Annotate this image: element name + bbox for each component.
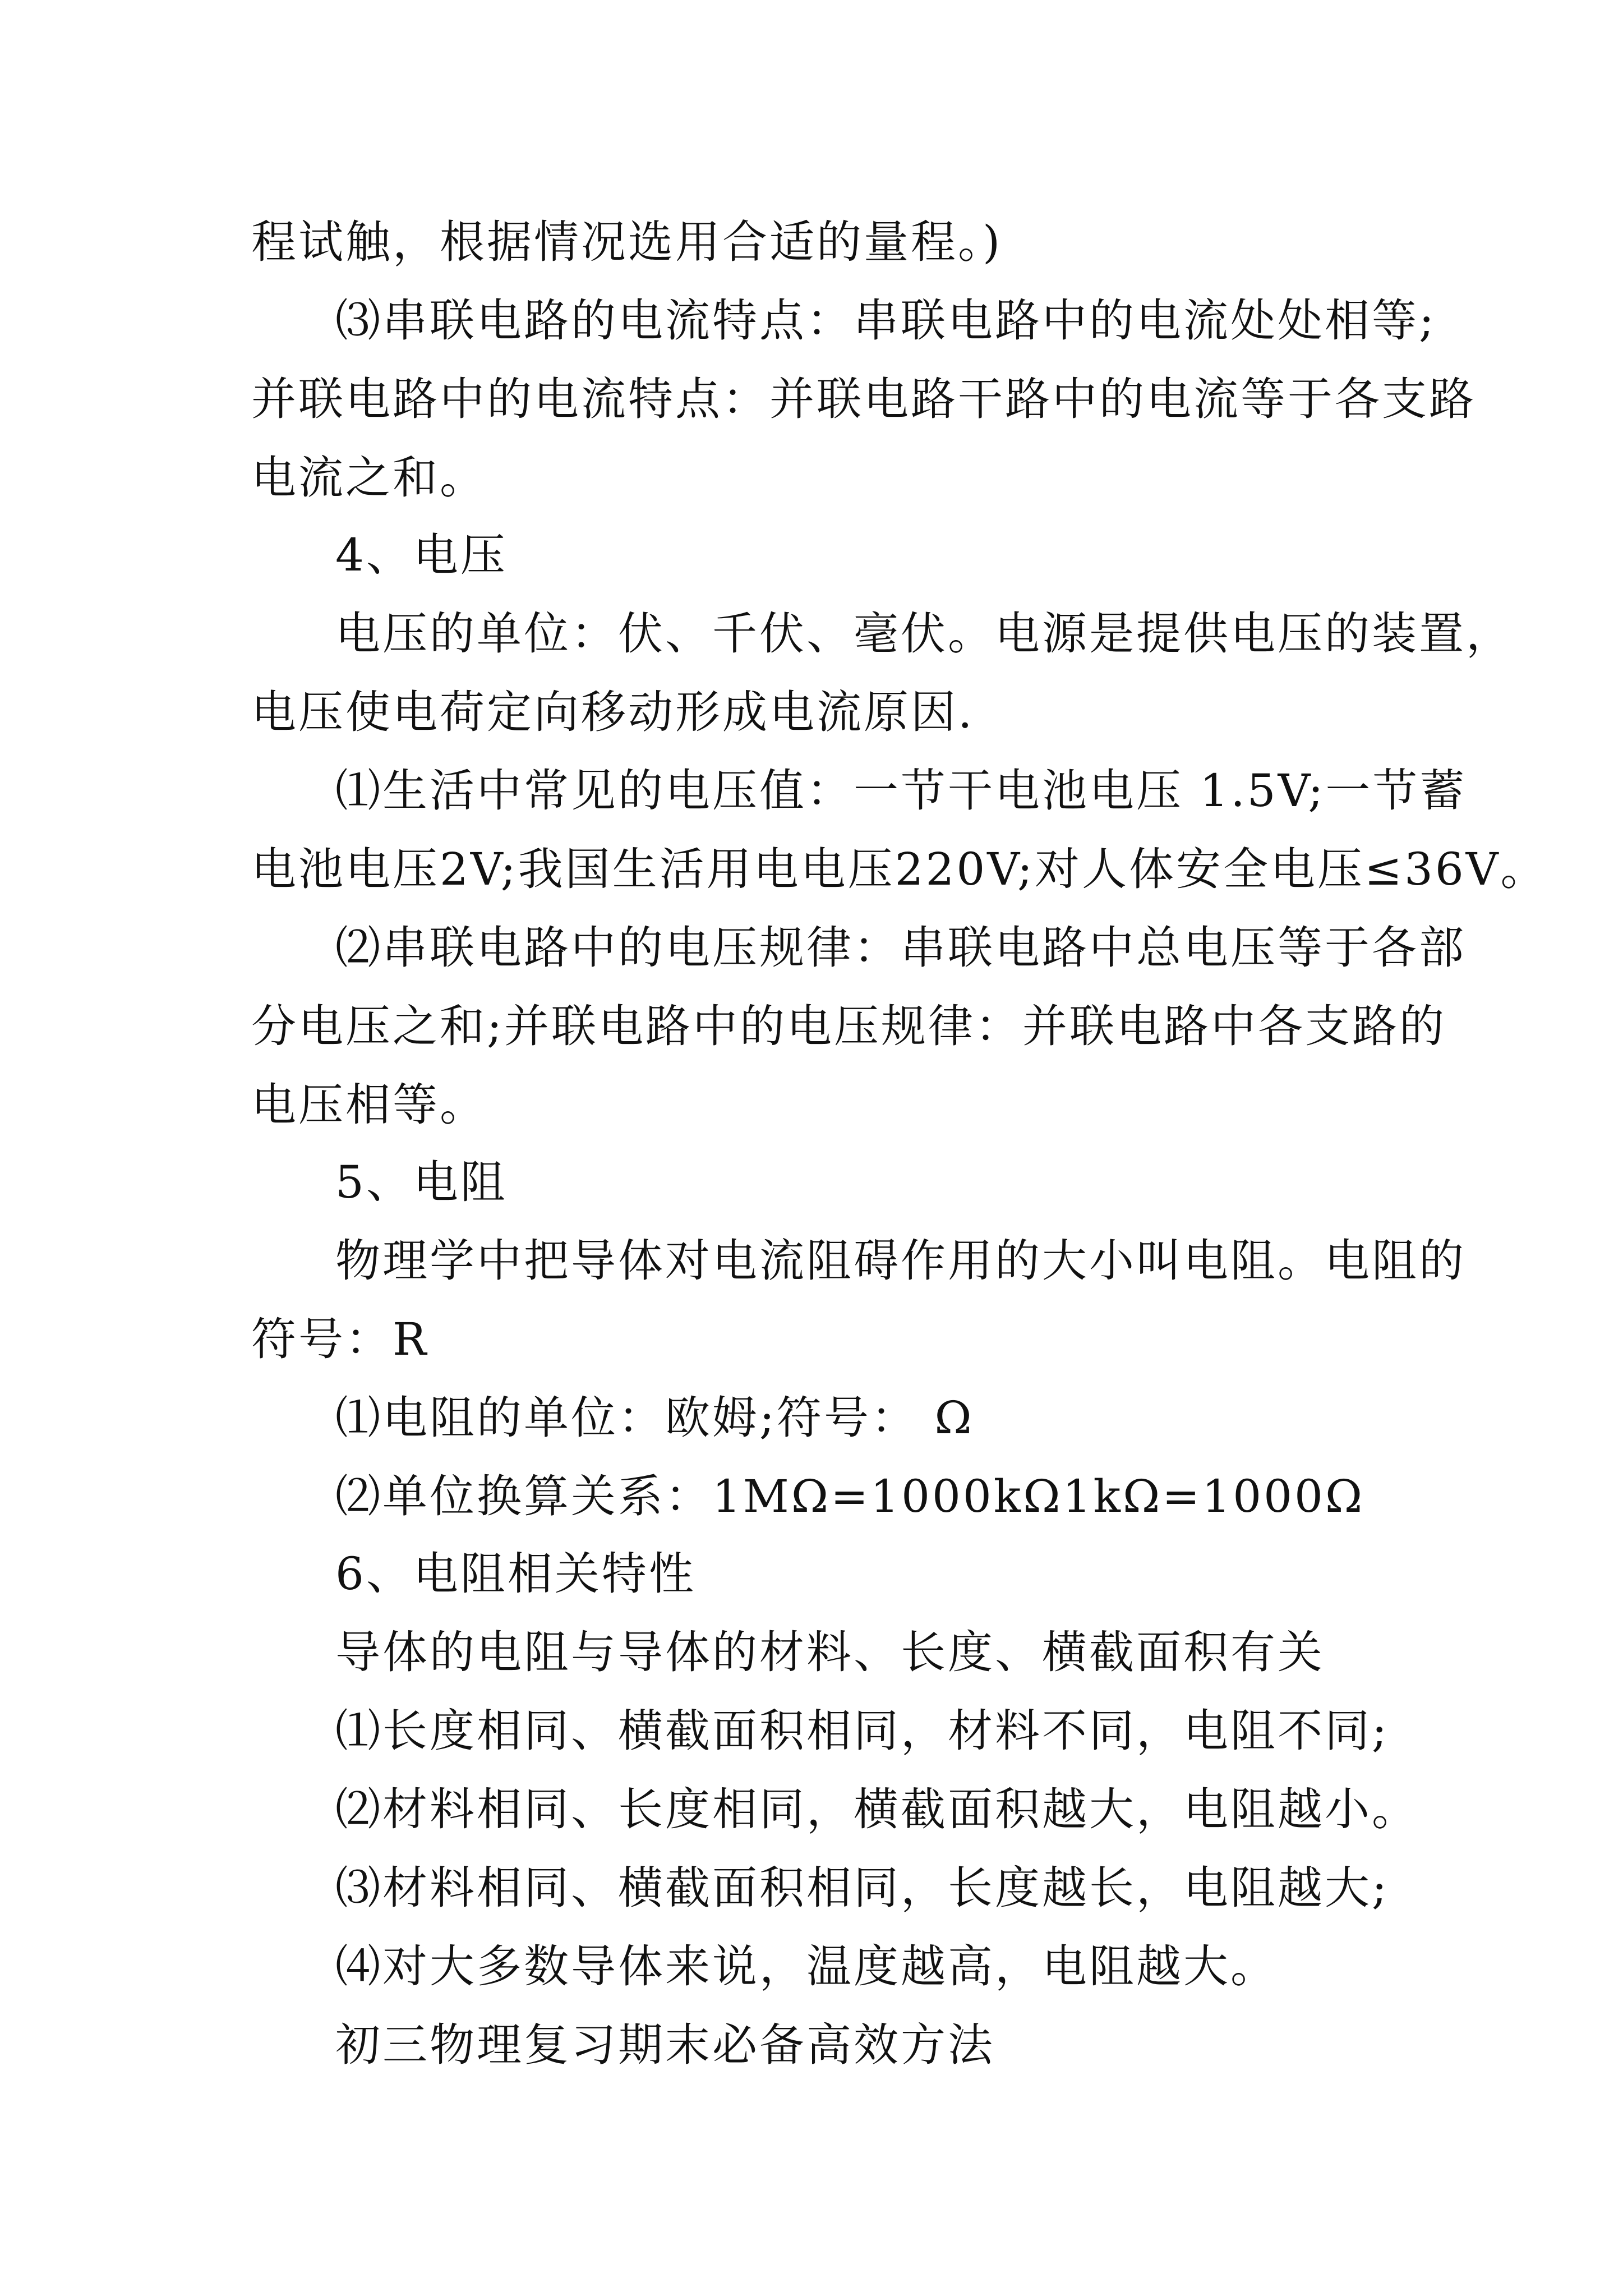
list-item-temperature: ⑷对大多数导体来说，温度越高，电阻越大。 xyxy=(335,1940,1278,1993)
text-line-parallel-current: 并联电路中的电流特点：并联电路干路中的电流等于各支路 xyxy=(251,373,1476,425)
list-item-material: ⑴长度相同、横截面积相同，材料不同，电阻不同; xyxy=(335,1705,1389,1757)
text-line-unit-conversion: ⑵单位换算关系：1MΩ=1000kΩ1kΩ=1000Ω xyxy=(335,1470,1365,1522)
text-line-resistance-definition: 物理学中把导体对电流阻碍作用的大小叫电阻。电阻的 xyxy=(335,1235,1466,1287)
text-line-voltage-cause: 电压使电荷定向移动形成电流原因. xyxy=(251,686,975,738)
list-item-length: ⑶材料相同、横截面积相同，长度越长，电阻越大; xyxy=(335,1862,1389,1914)
text-line-resistance-symbol: 符号：R xyxy=(251,1313,429,1365)
text-line-common-voltages-cont: 电池电压2V;我国生活用电电压220V;对人体安全电压≤36V。 xyxy=(251,843,1548,895)
section-heading-voltage: 4、电压 xyxy=(335,529,508,581)
section-heading-resistance-properties: 6、电阻相关特性 xyxy=(335,1548,696,1600)
text-line-series-current: ⑶串联电路的电流特点：串联电路中的电流处处相等; xyxy=(335,295,1436,347)
text-line-common-voltages: ⑴生活中常见的电压值：一节干电池电压 1.5V;一节蓄 xyxy=(335,765,1467,817)
text-line-voltage-equal: 电压相等。 xyxy=(251,1079,487,1131)
list-item-cross-section: ⑵材料相同、长度相同，横截面积越大，电阻越小。 xyxy=(335,1783,1419,1835)
section-heading-resistance: 5、电阻 xyxy=(335,1156,508,1208)
text-line-voltage-units: 电压的单位：伏、千伏、毫伏。电源是提供电压的装置， xyxy=(335,608,1513,660)
text-line-parallel-voltage: 分电压之和;并联电路中的电压规律：并联电路中各支路的 xyxy=(251,1000,1446,1052)
text-line-resistance-unit: ⑴电阻的单位：欧姆;符号： Ω xyxy=(335,1392,974,1444)
text-line-resistance-factors: 导体的电阻与导体的材料、长度、横截面积有关 xyxy=(335,1626,1325,1678)
text-line-current-sum: 电流之和。 xyxy=(251,452,487,504)
text-line-continuation: 程试触，根据情况选用合适的量程。) xyxy=(251,216,1003,268)
text-line-series-voltage: ⑵串联电路中的电压规律：串联电路中总电压等于各部 xyxy=(335,922,1466,974)
section-heading-review-methods: 初三物理复习期末必备高效方法 xyxy=(335,2019,995,2071)
